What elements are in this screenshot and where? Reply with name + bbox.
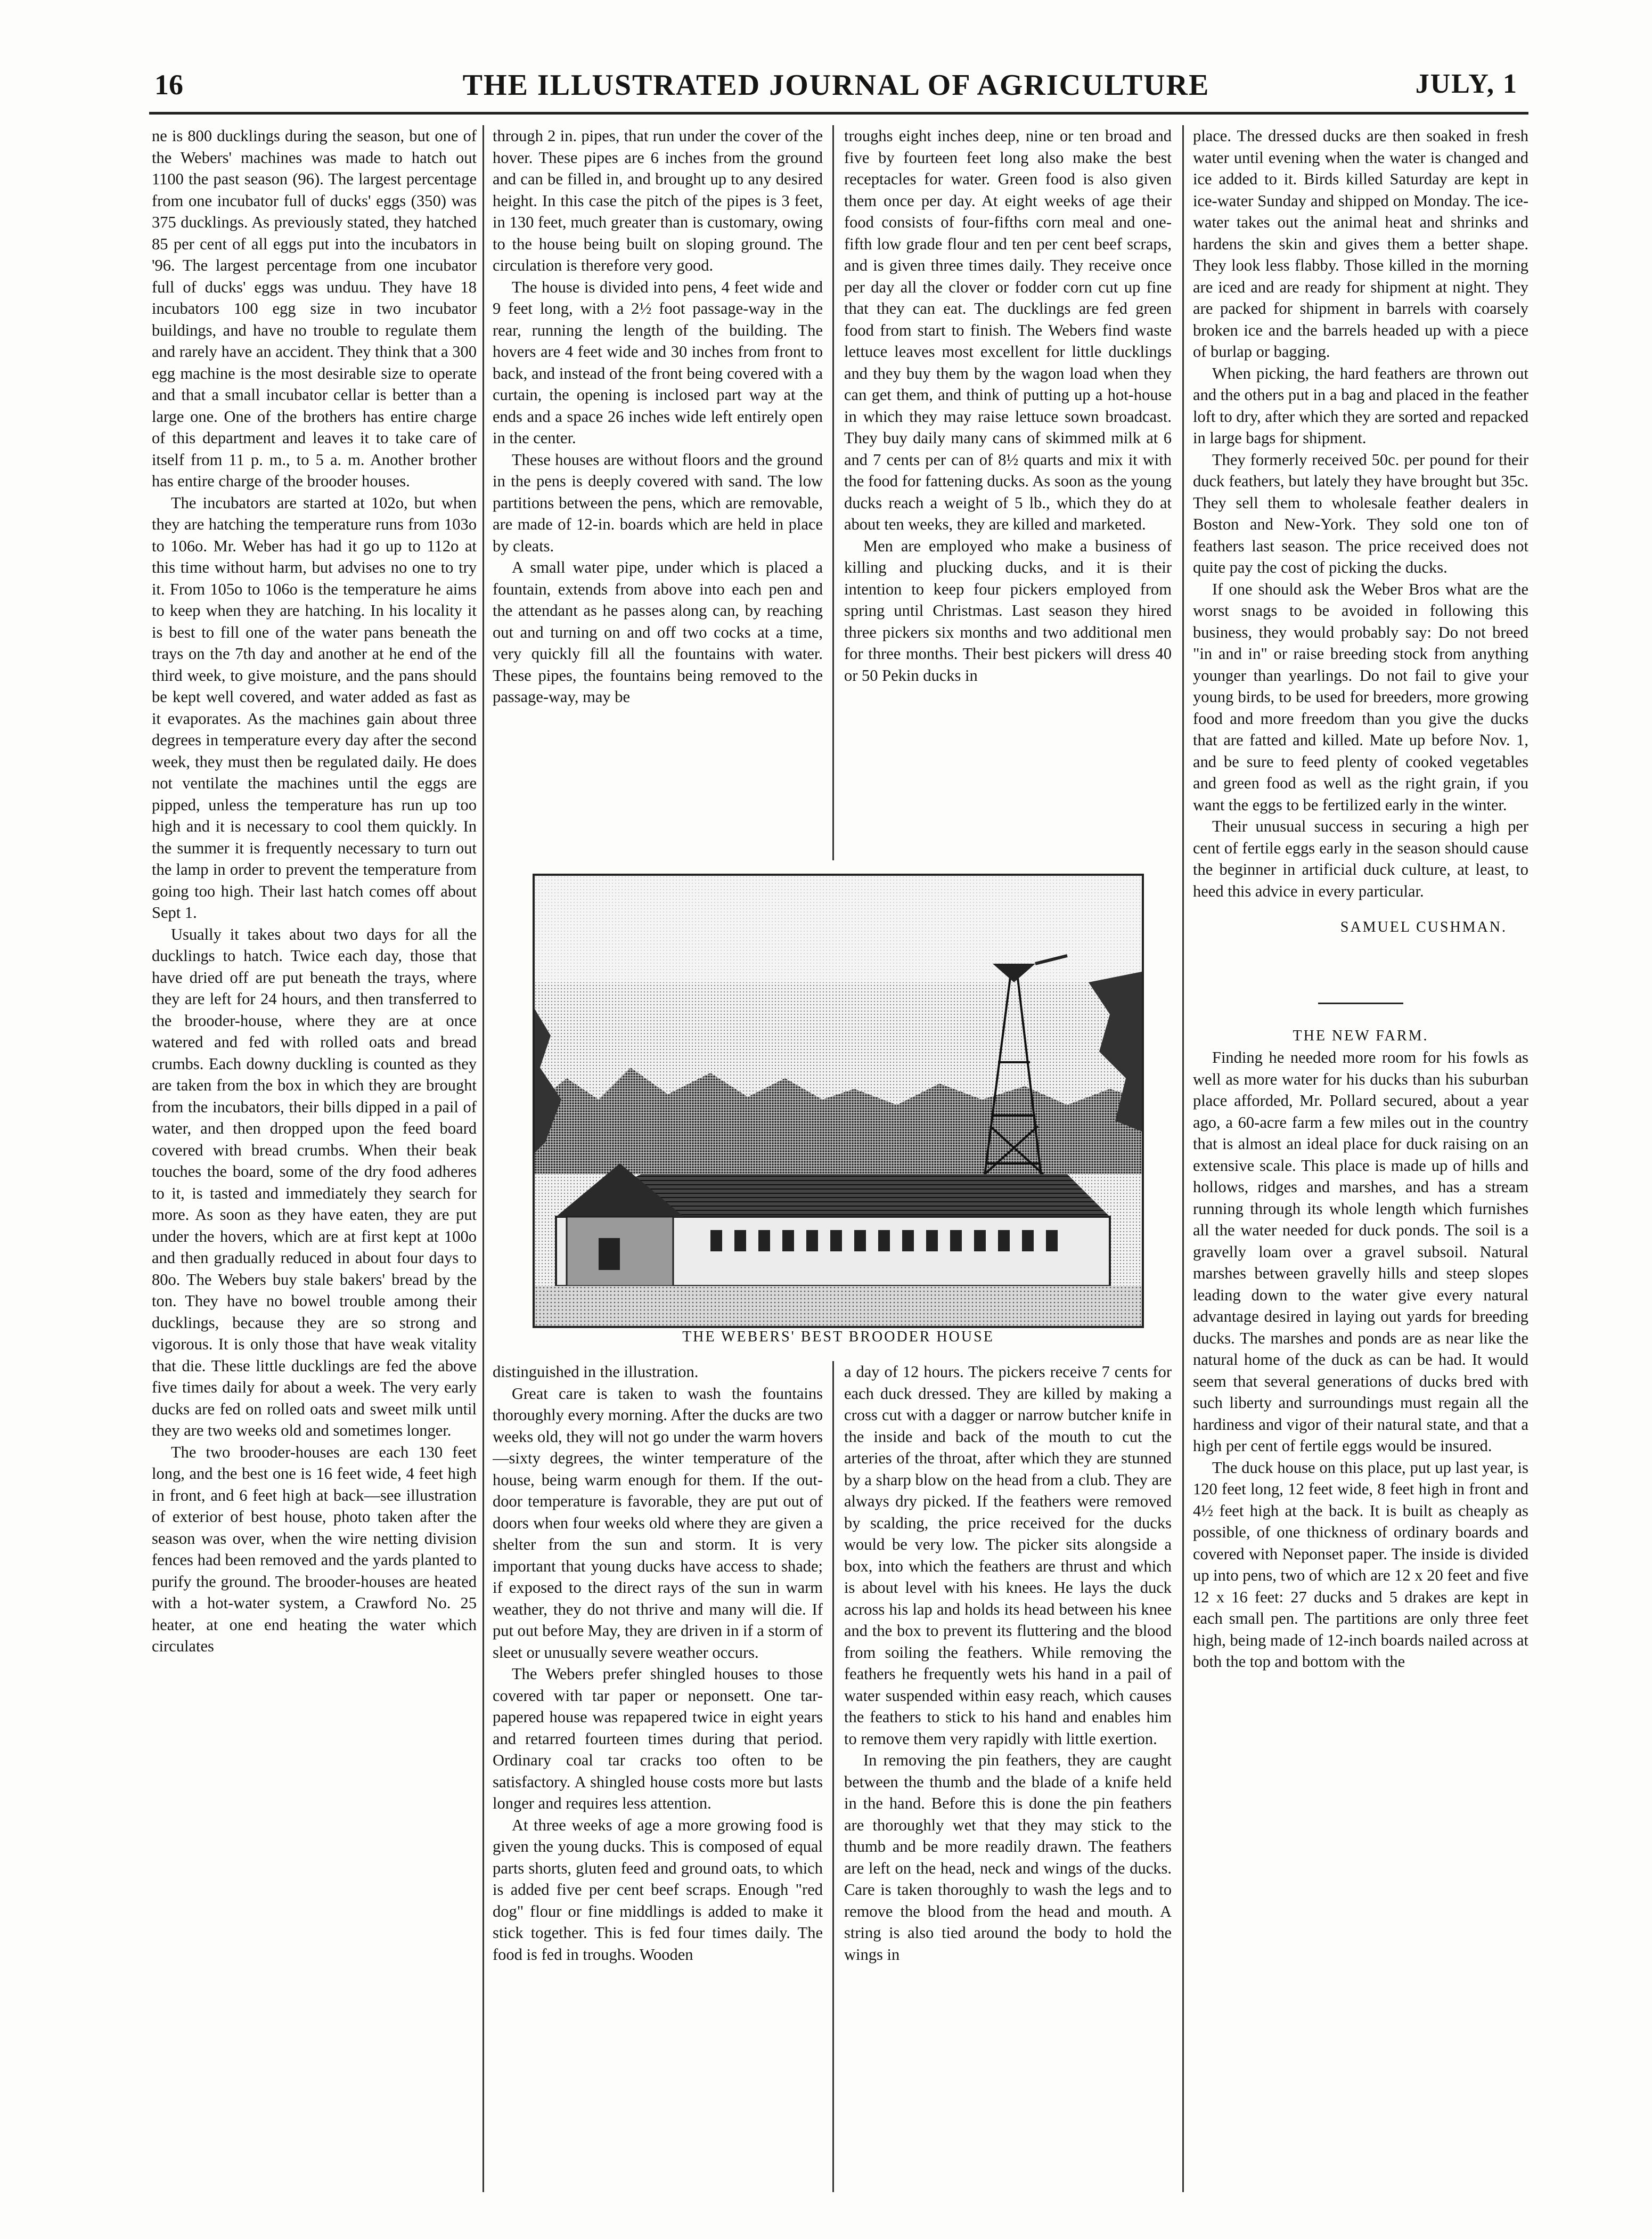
paragraph: A small water pipe, under which is placed a fountain, extends from above into each pen and the attendant as he passes along can, by reaching out and turning on and off two cocks at a time, very quickly fill all the fountains with water. These pipes, the fountains being removed to the passage-way, may be	[493, 558, 823, 706]
article-column-3	[844, 125, 1172, 855]
paragraph: Usually it takes about two days for all the ducklings to hatch. Twice each day, those that have dried off are put beneath the trays, where they are left for 24 hours, and then transferred to the brooder-house, where they are at once watered and fed with rolled oats and bread crumbs. Each downy duckling is counted as they are taken from the box in which they are brought from the incubators, their bills dipped in a pail of water, and then dropped upon the feed board covered with bread crumbs. When their beak touches the board, some of the dry food adheres to it, is tasted and immediately they search for more. As soon as they have eaten, they are put under the hovers, which are at first kept at 100o and then gradually reduced in about four days to 80o. The Webers buy stale bakers' bread by the ton. They have no bowel trouble among their ducklings, because they are so strong and vigorous. It is only those that have weak vitality that die. These little ducklings are fed the above five times daily for about a week. The very early ducks are fed on rolled oats and sweet milk until they are two weeks old and sometimes longer.	[152, 925, 477, 1439]
page-number: 16	[154, 69, 183, 101]
column-divider	[832, 1361, 834, 2192]
paragraph: Finding he needed more room for his fowls as well as more water for his ducks than his suburban place afforded, Mr. Pollard secured, about a year ago, a 60-acre farm a few miles out in the country that is almost an ideal place for duck raising on an extensive scale. This place is made up of hills and hollows, ridges and marshes, and has a stream running through its whole length which furnishes all the water needed for duck ponds. The soil is a gravelly loam over a gravel subsoil. Natural marshes between gravelly hills and steep slopes leading down to the water give every natural advantage desired in laying out yards for breeding ducks. The marshes and ponds are as near like the natural home of the duck as can be had. It would seem that several generations of ducks bred with such liberty and surroundings must regain all the hardiness and vigor of their natural state, and that a high per cent of fertile eggs would be insured.	[1193, 1048, 1528, 1455]
paragraph: place. The dressed ducks are then soaked in fresh water until evening when the water is changed and ice added to it. Birds killed Saturday are kept in ice-water Sunday and shipped on Monday. The ice-water takes out the animal heat and shrinks and hardens the skin and gives them a better shape. They look less flabby. Those killed in the morning are iced and are ready for shipment at night. They are packed for shipment in barrels with coarsely broken ice and the barrels headed up with a piece of burlap or bagging.	[1193, 127, 1528, 361]
paragraph: The house is divided into pens, 4 feet wide and 9 feet long, with a 2½ foot passage-way in the rear, running the length of the building. The hovers are 4 feet wide and 30 inches from front to back, and instead of the front being covered with a curtain, the opening is inclosed part way at the ends and a space 26 inches wide left entirely open in the center.	[493, 278, 823, 447]
header-rule	[149, 112, 1528, 115]
brooder-house-illustration	[533, 874, 1144, 1328]
paragraph: Men are employed who make a business of killing and plucking ducks, and it is their intention to keep four pickers employed from spring until Christmas. Last season they hired three pickers six months and two additional men for three months. Their best pickers will dress 40 or 50 Pekin ducks in	[844, 536, 1172, 685]
journal-title: THE ILLUSTRATED JOURNAL OF AGRICULTURE	[462, 69, 1210, 102]
section-divider	[1318, 1003, 1403, 1004]
paragraph: through 2 in. pipes, that run under the cover of the hover. These pipes are 6 inches from the ground and can be filled in, and brought up to any desired height. In this case the pitch of the pipes is 3 feet, in 130 feet, much greater than is customary, owing to the house being built on sloping ground. The circulation is therefore very good.	[493, 127, 823, 274]
paragraph: They formerly received 50c. per pound for their duck feathers, but lately they have brought but 35c. They sell them to wholesale feather dealers in Boston and New-York. They sold one ton of feathers last season. The price received does not quite pay the cost of picking the ducks.	[1193, 450, 1528, 576]
paragraph: The incubators are started at 102o, but when they are hatching the temperature runs from 103o to 106o. Mr. Weber has had it go up to 112o at this time without harm, but advises no one to try it. From 105o to 106o is the temperature he aims to keep when they are hatching. In his locality it is best to fill one of the water pans beneath the trays on the 7th day and another at he end of the third week, to give moisture, and the pans should be kept well covered, and water added as fast as it evaporates. As the machines gain about three degrees in temperature every day after the second week, they must then be regulated daily. He does not ventilate the machines until the eggs are pipped, unless the temperature has run up too high and it is necessary to cool them quickly. In the summer it is frequently necessary to turn out the lamp in order to prevent the temperature from going too high. Their last hatch comes off about Sept 1.	[152, 493, 477, 922]
paragraph: Great care is taken to wash the fountains thoroughly every morning. After the ducks are two weeks old, they will not go under the warm hovers—sixty degrees, the winter temperature of the house, being warm enough for them. If the out-door temperature is favorable, they are put out of doors when four weeks old where they are given a shelter from the sun and storm. It is very important that young ducks have access to shade; if exposed to the direct rays of the sun in warm weather, they do not thrive and many will die. If put out before May, they are driven in if a storm of sleet or unusually severe weather occurs.	[493, 1384, 823, 1662]
paragraph: distinguished in the illustration.	[493, 1363, 699, 1381]
article-column-3-lower	[844, 1361, 1172, 2192]
issue-date: JULY, 1	[1415, 69, 1518, 99]
paragraph: When picking, the hard feathers are thrown out and the others put in a bag and placed in the feather loft to dry, after which they are sorted and repacked in large bags for shipment.	[1193, 364, 1528, 447]
paragraph: Their unusual success in securing a high per cent of fertile eggs early in the season should cause the beginner in artificial duck culture, at least, to heed this advice in every particular.	[1193, 817, 1528, 900]
column-divider	[1182, 125, 1184, 2192]
column-divider	[482, 125, 484, 2192]
page-header	[154, 68, 1518, 111]
article-column-4	[1193, 125, 1528, 2192]
article-column-2	[493, 125, 823, 855]
paragraph: a day of 12 hours. The pickers receive 7 cents for each duck dressed. They are killed by making a cross cut with a dagger or narrow butcher knife in the inside and back of the mouth to cut the arteries of the throat, after which they are stunned by a sharp blow on the head from a club. They are always dry picked. If the feathers were removed by scalding, the price received for the ducks would be very low. The picker sits alongside a box, into which the feathers are thrust and which is about level with his knees. He lays the duck across his lap and holds its head between his knee and the box to prevent its fluttering and the blood from soiling the feathers. While removing the feathers he frequently wets his hand in a pail of water suspended within easy reach, which causes the feathers to stick to his hand and enables him to remove them very rapidly with little exertion.	[844, 1363, 1172, 1748]
illustration-caption: THE WEBERS' BEST BROODER HOUSE	[682, 1329, 994, 1345]
article-column-2-lower	[493, 1361, 823, 2192]
paragraph: troughs eight inches deep, nine or ten broad and five by fourteen feet long also make the best receptacles for water. Green food is also given them once per day. At eight weeks of age their food consists of four-fifths corn meal and one-fifth low grade flour and ten per cent beef scraps, and is given three times daily. They receive once per day all the clover or fodder corn cut up fine that they can eat. The ducklings are fed green food from start to finish. The Webers find waste lettuce leaves most excellent for little ducklings and they buy them by the wagon load when they can get them, and think of putting up a hot-house in which they may raise lettuce sown broadcast. They buy daily many cans of skimmed milk at 6 and 7 cents per can of 8½ quarts and mix it with the food for fattening ducks. As soon as the young ducks reach a weight of 5 lb., which they do at about ten weeks, they are killed and marketed.	[844, 127, 1172, 533]
paragraph: ne is 800 ducklings during the season, but one of the Webers' machines was made to hatch out 1100 the past season (96). The largest percentage from one incubator full of ducks' eggs (350) was 375 ducklings. As previously stated, they hatched 85 per cent of all eggs put into the incubators in '96. The largest percentage from one incubator full of ducks' eggs was unduu. They have 18 incubators 100 egg size in two incubator buildings, and have no trouble to regulate them and rarely have an accident. They think that a 300 egg machine is the most desirable size to operate and that a small incubator cellar is better than a large one. One of the brothers has entire charge of this department and leaves it to take care of itself from 11 p. m., to 5 a. m. Another brother has entire charge of the brooder houses.	[152, 127, 477, 490]
paragraph: In removing the pin feathers, they are caught between the thumb and the blade of a knife held in the hand. Before this is done the pin feathers are thoroughly wet that they may stick to the thumb and be more readily drawn. The feathers are left on the head, neck and wings of the ducks. Care is taken thoroughly to wash the legs and to remove the blood from the head and mouth. A string is also tied around the body to hold the wings in	[844, 1751, 1172, 1964]
author-signature: SAMUEL CUSHMAN.	[1340, 919, 1507, 935]
section-title: THE NEW FARM.	[1293, 1027, 1429, 1044]
paragraph: At three weeks of age a more growing food is given the young ducks. This is composed of equal parts shorts, gluten feed and ground oats, to which is added five per cent beef scraps. Enough "red dog" flour or fine middlings is added to make it stick together. This is fed four times daily. The food is fed in troughs. Wooden	[493, 1815, 823, 1964]
brooder-house-engraving	[535, 876, 1142, 1326]
paragraph: The Webers prefer shingled houses to those covered with tar paper or neponsett. One tar-papered house was repapered twice in eight years and retarred fourteen times during that period. Ordinary coal tar cracks too often to be satisfactory. A shingled house costs more but lasts longer and requires less attention.	[493, 1665, 823, 1812]
paragraph: If one should ask the Weber Bros what are the worst snags to be avoided in following this business, they would probably say: Do not breed "in and in" or raise breeding stock from anything younger than yearlings. Do not fail to give your young birds, to be used for breeders, more growing food and more freedom than you give the ducks that are fatted and killed. Mate up before Nov. 1, and be sure to feed plenty of cooked vegetables and green food as well as the right grain, if you want the eggs to be fertilized early in the winter.	[1193, 580, 1528, 814]
paragraph: The two brooder-houses are each 130 feet long, and the best one is 16 feet wide, 4 feet high in front, and 6 feet high at back—see illustration of exterior of best house, photo taken after the season was over, when the wire netting division fences had been removed and the yards planted to purify the ground. The brooder-houses are heated with a hot-water system, a Crawford No. 25 heater, at one end heating the water which circulates	[152, 1443, 477, 1655]
paragraph: These houses are without floors and the ground in the pens is deeply covered with sand. The low partitions between the pens, which are removable, are made of 12-in. boards which are held in place by cleats.	[493, 450, 823, 555]
column-divider	[832, 125, 834, 860]
paragraph: The duck house on this place, put up last year, is 120 feet long, 12 feet wide, 8 feet high in front and 4½ feet high at the back. It is built as cheaply as possible, of one thickness of ordinary boards and covered with Neponset paper. The inside is divided up into pens, two of which are 12 x 20 feet and five 12 x 16 feet: 27 ducks and 5 drakes are kept in each small pen. The partitions are only three feet high, being made of 12-inch boards nailed across at both the top and bottom with the	[1193, 1458, 1528, 1671]
article-column-1	[152, 125, 477, 2192]
